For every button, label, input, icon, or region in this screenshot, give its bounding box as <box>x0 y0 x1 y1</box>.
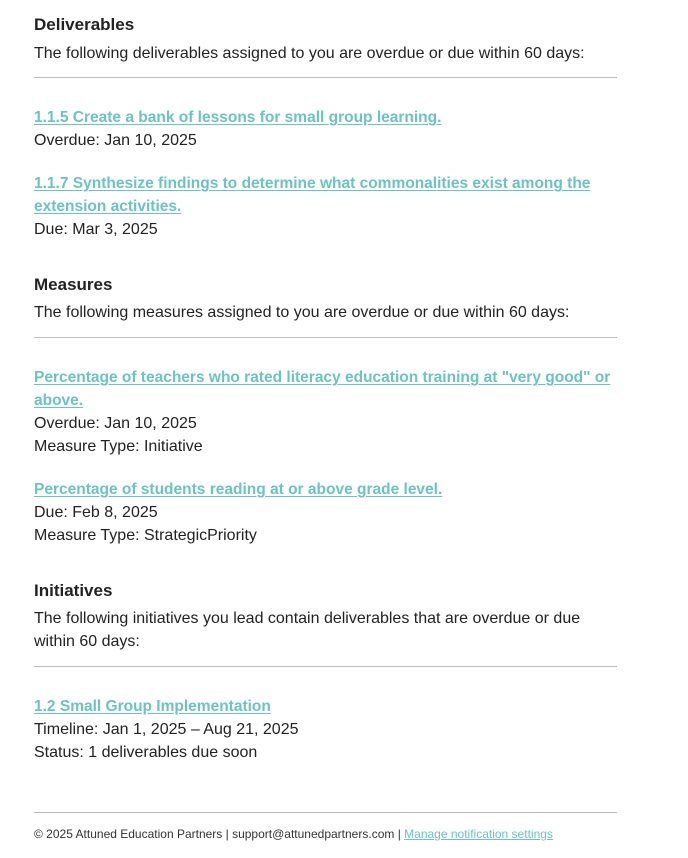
deliverable-due-date: Overdue: Jan 10, 2025 <box>34 132 197 149</box>
footer <box>34 826 553 842</box>
measure-type: Measure Type: StrategicPriority <box>34 527 257 544</box>
measures-section <box>34 275 112 295</box>
deliverables-divider <box>34 77 617 78</box>
footer-copyright: © 2025 Attuned Education Partners | support@attunedpartners.com | <box>34 827 405 841</box>
measure-link[interactable]: Percentage of students reading at or above grade level. <box>34 481 443 498</box>
measure-due-date: Due: Feb 8, 2025 <box>34 504 158 521</box>
manage-notification-settings-link[interactable]: Manage notification settings <box>404 827 553 841</box>
deliverable-link[interactable]: 1.1.7 Synthesize findings to determine what commonalities exist among the extension activities. <box>34 175 591 215</box>
measures-intro: The following measures assigned to you are overdue or due within 60 days: <box>34 304 570 321</box>
initiatives-section <box>34 581 112 601</box>
measure-due-date: Overdue: Jan 10, 2025 <box>34 415 197 432</box>
initiative-status: Status: 1 deliverables due soon <box>34 744 258 761</box>
initiatives-title: Initiatives <box>34 581 113 600</box>
measure-item <box>34 366 617 458</box>
initiatives-intro: The following initiatives you lead contain deliverables that are overdue or due within 60 days: <box>34 610 581 650</box>
deliverables-section <box>34 15 134 35</box>
initiative-item <box>34 695 617 764</box>
deliverables-intro: The following deliverables assigned to you are overdue or due within 60 days: <box>34 45 585 62</box>
footer-divider <box>34 812 617 813</box>
deliverable-due-date: Due: Mar 3, 2025 <box>34 221 158 238</box>
initiative-timeline: Timeline: Jan 1, 2025 – Aug 21, 2025 <box>34 721 299 738</box>
measures-divider <box>34 337 617 338</box>
initiative-link[interactable]: 1.2 Small Group Implementation <box>34 698 271 715</box>
measure-item <box>34 478 617 547</box>
deliverable-link[interactable]: 1.1.5 Create a bank of lessons for small group learning. <box>34 109 442 126</box>
measure-type: Measure Type: Initiative <box>34 438 203 455</box>
deliverable-item <box>34 106 617 152</box>
measures-title: Measures <box>34 275 113 294</box>
initiatives-divider <box>34 666 617 667</box>
measure-link[interactable]: Percentage of teachers who rated literacy education training at "very good" or above. <box>34 369 611 409</box>
deliverables-title: Deliverables <box>34 15 135 34</box>
deliverable-item <box>34 172 617 241</box>
